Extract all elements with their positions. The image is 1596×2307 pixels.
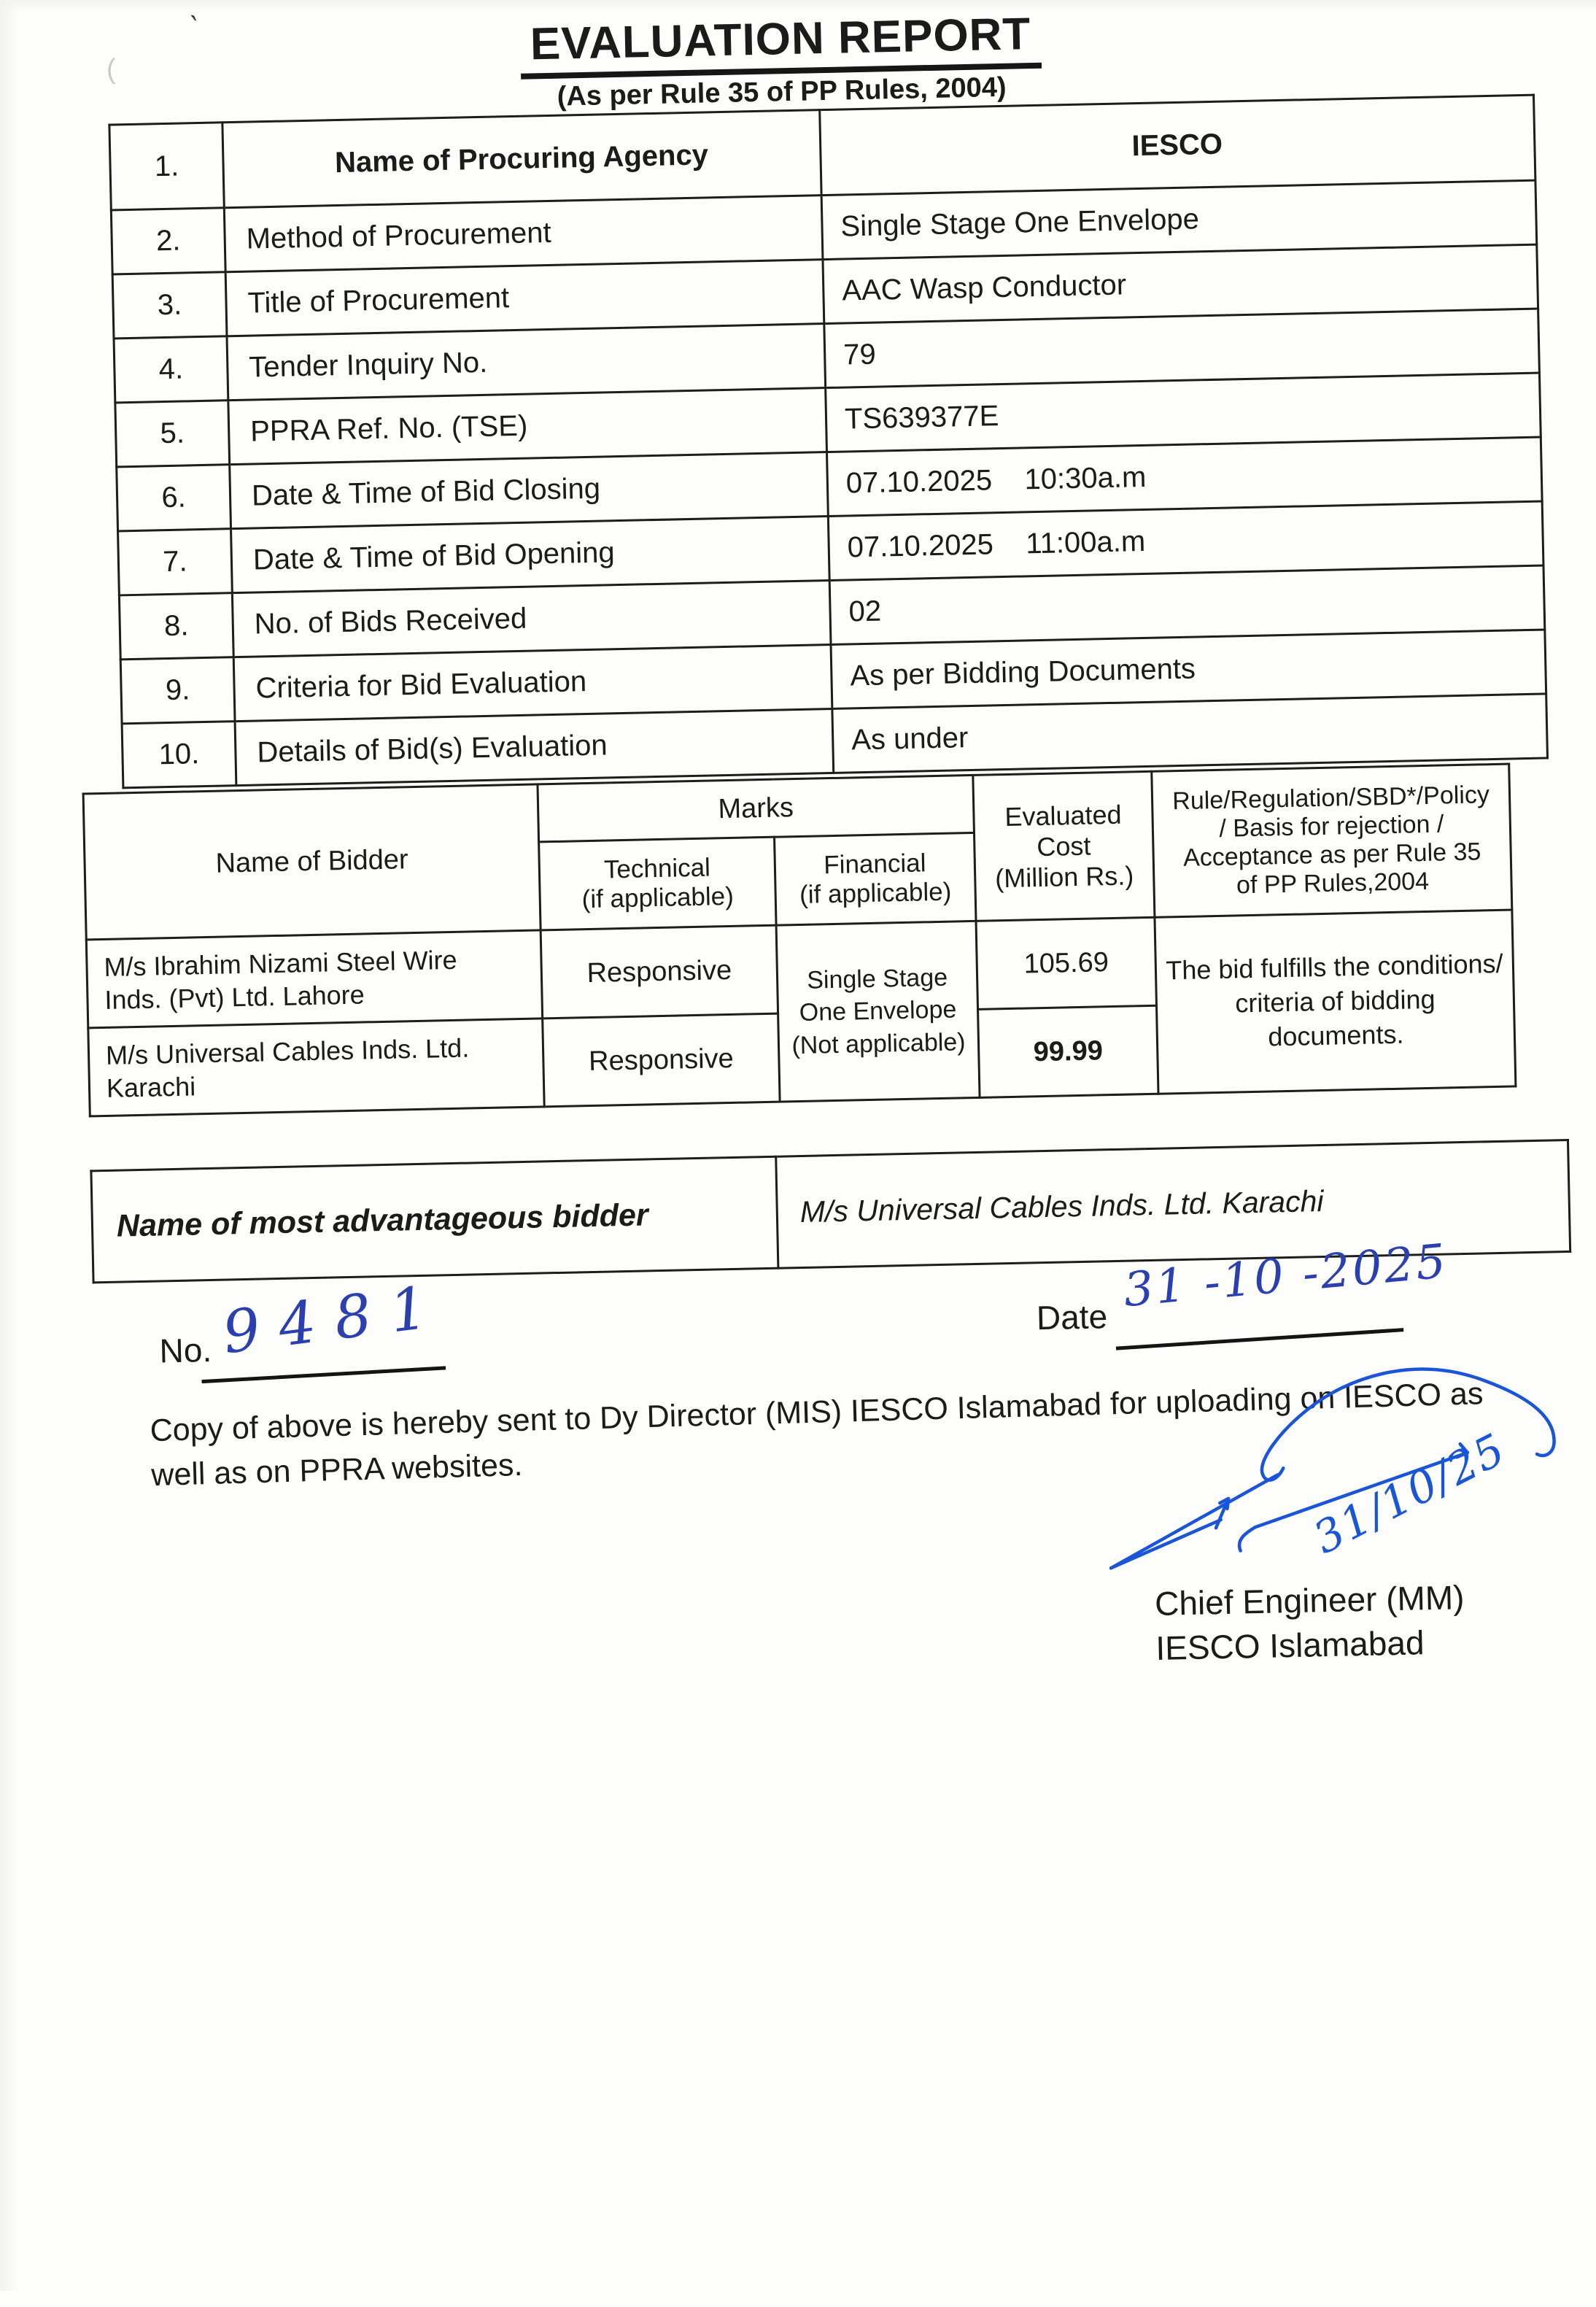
technical-marks: Responsive xyxy=(541,925,778,1019)
row-value: 07.10.2025 10:30a.m xyxy=(826,437,1542,516)
row-value: TS639377E xyxy=(826,373,1541,452)
financial-column-header: Financial (if applicable) xyxy=(775,832,976,925)
row-number: 4. xyxy=(114,336,228,403)
signatory-block xyxy=(1155,1575,1466,1670)
evaluated-cost: 99.99 xyxy=(978,1005,1158,1097)
bidder-name: M/s Ibrahim Nizami Steel Wire Inds. (Pvt) Ltd. Lahore xyxy=(86,930,542,1028)
copy-distribution-note: Copy of above is hereby sent to Dy Director (MIS) IESCO Islamabad for uploading on IESCO as well as on PPRA websites. xyxy=(150,1376,1484,1493)
row-label: Details of Bid(s) Evaluation xyxy=(235,708,834,785)
row-value: 79 xyxy=(824,309,1540,387)
bidder-column-header: Name of Bidder xyxy=(83,784,541,940)
row-value: As per Bidding Documents xyxy=(831,630,1546,708)
no-underline xyxy=(201,1366,446,1383)
row-value: IESCO xyxy=(820,95,1535,195)
row-value: AAC Wasp Conductor xyxy=(823,244,1538,323)
row-value: 02 xyxy=(829,565,1545,644)
scan-speck-tick: ` xyxy=(183,9,201,45)
rule-basis-column-header: Rule/Regulation/SBD*/Policy / Basis for rejection / Acceptance as per Rule 35 of PP Rules,2004 xyxy=(1152,764,1512,917)
evaluated-cost: 105.69 xyxy=(976,917,1156,1009)
technical-marks: Responsive xyxy=(543,1013,780,1107)
row-number: 6. xyxy=(117,465,231,531)
row-label: Method of Procurement xyxy=(224,196,823,272)
signature-date-handwritten: 31/10/25 xyxy=(1305,1423,1514,1564)
row-number: 10. xyxy=(122,722,236,788)
row-number: 3. xyxy=(112,272,227,339)
signatory-org: IESCO Islamabad xyxy=(1155,1623,1425,1667)
row-label: Date & Time of Bid Opening xyxy=(231,517,830,593)
row-label: PPRA Ref. No. (TSE) xyxy=(228,388,827,465)
no-value-handwritten: 9481 xyxy=(219,1271,450,1367)
marks-column-header: Marks xyxy=(538,775,975,841)
row-label: Tender Inquiry No. xyxy=(227,324,826,401)
bidder-name: M/s Universal Cables Inds. Ltd. Karachi xyxy=(88,1019,544,1116)
row-number: 8. xyxy=(119,593,233,660)
row-number: 1. xyxy=(109,123,224,210)
row-label: Date & Time of Bid Closing xyxy=(230,452,829,529)
row-value: Single Stage One Envelope xyxy=(821,180,1537,259)
advantageous-bidder-value: M/s Universal Cables Inds. Ltd. Karachi xyxy=(776,1140,1570,1268)
row-number: 2. xyxy=(111,208,225,274)
technical-column-header: Technical (if applicable) xyxy=(539,837,776,930)
advantageous-bidder-label: Name of most advantageous bidder xyxy=(91,1156,778,1283)
report-subtitle: (As per Rule 35 of PP Rules, 2004) xyxy=(557,72,1007,112)
scan-speck-paren: ( xyxy=(106,54,116,85)
date-field-label: Date xyxy=(1036,1297,1108,1337)
row-number: 9. xyxy=(120,657,235,724)
financial-marks-merged: Single Stage One Envelope (Not applicable) xyxy=(776,921,980,1102)
bid-evaluation-table xyxy=(82,763,1517,1118)
row-label: Criteria for Bid Evaluation xyxy=(233,644,832,721)
row-value: As under xyxy=(832,694,1548,773)
row-number: 5. xyxy=(115,401,230,467)
no-field-label: No. xyxy=(159,1330,212,1370)
row-label: Name of Procuring Agency xyxy=(222,110,821,208)
row-label: Title of Procurement xyxy=(225,260,824,336)
procurement-info-table xyxy=(108,94,1549,789)
row-label: No. of Bids Received xyxy=(232,581,831,657)
row-value: 07.10.2025 11:00a.m xyxy=(828,501,1543,580)
date-value-handwritten: 31 -10 -2025 xyxy=(1121,1234,1450,1318)
report-title: EVALUATION REPORT xyxy=(519,8,1042,80)
row-number: 7. xyxy=(118,529,233,595)
evaluated-cost-column-header: Evaluated Cost (Million Rs.) xyxy=(973,771,1155,921)
signatory-title: Chief Engineer (MM) xyxy=(1154,1578,1465,1623)
rule-basis-remarks: The bid fulfills the conditions/ criteria of bidding documents. xyxy=(1155,910,1516,1094)
